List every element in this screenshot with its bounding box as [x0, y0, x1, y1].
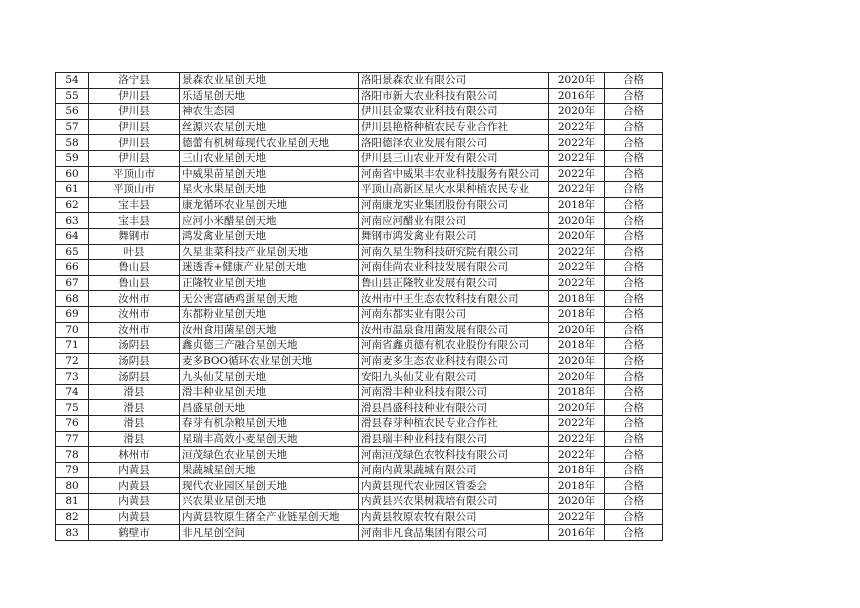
cell-county: 伊川县 — [89, 119, 180, 135]
cell-county: 鹤壁市 — [89, 525, 180, 541]
cell-row-number: 76 — [56, 416, 89, 432]
cell-row-number: 82 — [56, 509, 89, 525]
cell-county: 宝丰县 — [89, 197, 180, 213]
cell-assessment: 合格 — [605, 338, 663, 354]
cell-row-number: 67 — [56, 275, 89, 291]
cell-operator: 汝州市温泉食用菌发展有限公司 — [359, 322, 549, 338]
cell-assessment: 合格 — [605, 150, 663, 166]
cell-year: 2022年 — [549, 416, 605, 432]
cell-base-name: 无公害富硒鸡蛋星创天地 — [180, 291, 359, 307]
cell-county: 汤阴县 — [89, 338, 180, 354]
cell-county: 内黄县 — [89, 462, 180, 478]
cell-year: 2022年 — [549, 275, 605, 291]
cell-row-number: 80 — [56, 478, 89, 494]
cell-base-name: 昌盛星创天地 — [180, 400, 359, 416]
cell-operator: 滑县春芽种植农民专业合作社 — [359, 416, 549, 432]
cell-assessment: 合格 — [605, 166, 663, 182]
cell-year: 2016年 — [549, 88, 605, 104]
cell-county: 伊川县 — [89, 88, 180, 104]
cell-base-name: 景森农业星创天地 — [180, 73, 359, 89]
cell-base-name: 鑫贞德三产融合星创天地 — [180, 338, 359, 354]
cell-row-number: 68 — [56, 291, 89, 307]
cell-base-name: 汝州食用菌星创天地 — [180, 322, 359, 338]
cell-base-name: 德蕾有机树莓现代农业星创天地 — [180, 135, 359, 151]
cell-operator: 平顶山高新区星火水果种植农民专业 — [359, 182, 549, 198]
cell-assessment: 合格 — [605, 228, 663, 244]
table-row — [56, 447, 663, 463]
cell-operator: 河南省鑫贞德有机农业股份有限公司 — [359, 338, 549, 354]
table-row — [56, 213, 663, 229]
cell-county: 林州市 — [89, 447, 180, 463]
cell-operator: 洛阳德泽农业发展有限公司 — [359, 135, 549, 151]
cell-operator: 伊川县金粟农业科技有限公司 — [359, 104, 549, 120]
cell-operator: 鲁山县正隆牧业发展有限公司 — [359, 275, 549, 291]
cell-year: 2022年 — [549, 150, 605, 166]
cell-base-name: 迷透香+健康产业星创天地 — [180, 260, 359, 276]
cell-row-number: 69 — [56, 306, 89, 322]
cell-base-name: 东都粉业星创天地 — [180, 306, 359, 322]
cell-county: 内黄县 — [89, 478, 180, 494]
table-row — [56, 197, 663, 213]
table-row — [56, 478, 663, 494]
cell-row-number: 77 — [56, 431, 89, 447]
cell-base-name: 三山农业星创天地 — [180, 150, 359, 166]
cell-operator: 河南麦多生态农业科技有限公司 — [359, 353, 549, 369]
cell-assessment: 合格 — [605, 462, 663, 478]
table-row — [56, 431, 663, 447]
cell-operator: 河南非凡食品集团有限公司 — [359, 525, 549, 541]
cell-row-number: 78 — [56, 447, 89, 463]
table-row — [56, 228, 663, 244]
cell-year: 2022年 — [549, 431, 605, 447]
cell-assessment: 合格 — [605, 369, 663, 385]
cell-assessment: 合格 — [605, 182, 663, 198]
cell-row-number: 71 — [56, 338, 89, 354]
cell-year: 2022年 — [549, 166, 605, 182]
table-row — [56, 494, 663, 510]
table-row — [56, 384, 663, 400]
cell-assessment: 合格 — [605, 73, 663, 89]
cell-county: 滑县 — [89, 384, 180, 400]
cell-year: 2022年 — [549, 135, 605, 151]
cell-county: 内黄县 — [89, 509, 180, 525]
cell-county: 滑县 — [89, 431, 180, 447]
cell-operator: 河南佳尚农业科技发展有限公司 — [359, 260, 549, 276]
cell-row-number: 83 — [56, 525, 89, 541]
table-row — [56, 135, 663, 151]
cell-year: 2020年 — [549, 104, 605, 120]
cell-base-name: 现代农业园区星创天地 — [180, 478, 359, 494]
cell-base-name: 康龙循环农业星创天地 — [180, 197, 359, 213]
cell-county: 舞钢市 — [89, 228, 180, 244]
table-row — [56, 369, 663, 385]
cell-year: 2020年 — [549, 73, 605, 89]
cell-row-number: 59 — [56, 150, 89, 166]
cell-base-name: 果蔬城星创天地 — [180, 462, 359, 478]
table-row — [56, 275, 663, 291]
cell-base-name: 中威果苗星创天地 — [180, 166, 359, 182]
cell-base-name: 久星韭菜科技产业星创天地 — [180, 244, 359, 260]
cell-county: 汝州市 — [89, 291, 180, 307]
table-row — [56, 338, 663, 354]
cell-row-number: 81 — [56, 494, 89, 510]
cell-year: 2022年 — [549, 244, 605, 260]
cell-row-number: 72 — [56, 353, 89, 369]
cell-year: 2022年 — [549, 447, 605, 463]
cell-operator: 河南省中威果丰农业科技服务有限公司 — [359, 166, 549, 182]
cell-year: 2020年 — [549, 213, 605, 229]
cell-county: 宝丰县 — [89, 213, 180, 229]
table-row — [56, 119, 663, 135]
cell-county: 汝州市 — [89, 306, 180, 322]
registry-table — [55, 72, 663, 541]
cell-assessment: 合格 — [605, 135, 663, 151]
cell-operator: 安阳九头仙艾业有限公司 — [359, 369, 549, 385]
cell-year: 2022年 — [549, 260, 605, 276]
cell-row-number: 61 — [56, 182, 89, 198]
cell-assessment: 合格 — [605, 509, 663, 525]
cell-base-name: 洹茂绿色农业星创天地 — [180, 447, 359, 463]
document-table — [55, 72, 663, 541]
table-row — [56, 182, 663, 198]
cell-year: 2018年 — [549, 462, 605, 478]
cell-base-name: 麦多BOO循环农业星创天地 — [180, 353, 359, 369]
cell-row-number: 65 — [56, 244, 89, 260]
cell-county: 内黄县 — [89, 494, 180, 510]
cell-base-name: 星瑞丰高效小麦星创天地 — [180, 431, 359, 447]
cell-base-name: 应河小米醋星创天地 — [180, 213, 359, 229]
cell-county: 叶县 — [89, 244, 180, 260]
table-row — [56, 462, 663, 478]
cell-operator: 河南应河醋业有限公司 — [359, 213, 549, 229]
cell-base-name: 正隆牧业星创天地 — [180, 275, 359, 291]
cell-operator: 河南滑丰种业科技有限公司 — [359, 384, 549, 400]
cell-operator: 伊川县艳格种植农民专业合作社 — [359, 119, 549, 135]
cell-operator: 滑县瑞丰种业科技有限公司 — [359, 431, 549, 447]
cell-operator: 内黄县现代农业园区管委会 — [359, 478, 549, 494]
cell-row-number: 54 — [56, 73, 89, 89]
cell-county: 滑县 — [89, 416, 180, 432]
table-row — [56, 291, 663, 307]
table-row — [56, 416, 663, 432]
cell-assessment: 合格 — [605, 213, 663, 229]
cell-row-number: 79 — [56, 462, 89, 478]
cell-year: 2022年 — [549, 509, 605, 525]
cell-base-name: 春芽有机杂粮星创天地 — [180, 416, 359, 432]
cell-county: 汤阴县 — [89, 353, 180, 369]
cell-operator: 舞钢市鸿发禽业有限公司 — [359, 228, 549, 244]
cell-operator: 伊川县三山农业开发有限公司 — [359, 150, 549, 166]
cell-year: 2018年 — [549, 384, 605, 400]
cell-year: 2018年 — [549, 197, 605, 213]
cell-county: 汝州市 — [89, 322, 180, 338]
cell-base-name: 内黄县牧原生猪全产业链星创天地 — [180, 509, 359, 525]
cell-assessment: 合格 — [605, 244, 663, 260]
table-row — [56, 150, 663, 166]
cell-assessment: 合格 — [605, 260, 663, 276]
cell-row-number: 57 — [56, 119, 89, 135]
table-row — [56, 73, 663, 89]
cell-row-number: 73 — [56, 369, 89, 385]
table-row — [56, 260, 663, 276]
cell-assessment: 合格 — [605, 431, 663, 447]
cell-county: 伊川县 — [89, 150, 180, 166]
cell-base-name: 九头仙艾星创天地 — [180, 369, 359, 385]
cell-assessment: 合格 — [605, 478, 663, 494]
cell-row-number: 70 — [56, 322, 89, 338]
cell-row-number: 55 — [56, 88, 89, 104]
table-row — [56, 166, 663, 182]
cell-operator: 河南东都实业有限公司 — [359, 306, 549, 322]
cell-operator: 河南洹茂绿色农牧科技有限公司 — [359, 447, 549, 463]
cell-year: 2018年 — [549, 338, 605, 354]
cell-operator: 滑县昌盛科技种业有限公司 — [359, 400, 549, 416]
cell-assessment: 合格 — [605, 88, 663, 104]
cell-base-name: 神农生态园 — [180, 104, 359, 120]
cell-row-number: 75 — [56, 400, 89, 416]
cell-year: 2020年 — [549, 228, 605, 244]
cell-assessment: 合格 — [605, 275, 663, 291]
cell-base-name: 鸿发禽业星创天地 — [180, 228, 359, 244]
cell-assessment: 合格 — [605, 400, 663, 416]
cell-row-number: 63 — [56, 213, 89, 229]
cell-year: 2018年 — [549, 291, 605, 307]
cell-row-number: 64 — [56, 228, 89, 244]
cell-year: 2016年 — [549, 525, 605, 541]
cell-assessment: 合格 — [605, 197, 663, 213]
cell-base-name: 乐适星创天地 — [180, 88, 359, 104]
cell-base-name: 滑丰种业星创天地 — [180, 384, 359, 400]
cell-base-name: 丝源兴农星创天地 — [180, 119, 359, 135]
cell-base-name: 非凡星创空间 — [180, 525, 359, 541]
cell-county: 鲁山县 — [89, 260, 180, 276]
cell-assessment: 合格 — [605, 104, 663, 120]
table-row — [56, 88, 663, 104]
cell-row-number: 60 — [56, 166, 89, 182]
cell-county: 洛宁县 — [89, 73, 180, 89]
cell-row-number: 56 — [56, 104, 89, 120]
cell-county: 伊川县 — [89, 135, 180, 151]
cell-year: 2018年 — [549, 478, 605, 494]
cell-row-number: 58 — [56, 135, 89, 151]
cell-year: 2020年 — [549, 369, 605, 385]
cell-operator: 洛阳市新大农业科技有限公司 — [359, 88, 549, 104]
table-row — [56, 525, 663, 541]
cell-assessment: 合格 — [605, 494, 663, 510]
table-row — [56, 104, 663, 120]
cell-county: 伊川县 — [89, 104, 180, 120]
cell-operator: 内黄县牧原农牧有限公司 — [359, 509, 549, 525]
table-body — [56, 73, 663, 541]
cell-row-number: 62 — [56, 197, 89, 213]
cell-year: 2022年 — [549, 182, 605, 198]
cell-year: 2020年 — [549, 494, 605, 510]
cell-assessment: 合格 — [605, 322, 663, 338]
cell-assessment: 合格 — [605, 525, 663, 541]
cell-county: 汤阴县 — [89, 369, 180, 385]
cell-row-number: 66 — [56, 260, 89, 276]
cell-operator: 河南久星生物科技研究院有限公司 — [359, 244, 549, 260]
cell-assessment: 合格 — [605, 384, 663, 400]
cell-base-name: 星火水果星创天地 — [180, 182, 359, 198]
cell-operator: 汝州市中王生态农牧科技有限公司 — [359, 291, 549, 307]
cell-county: 滑县 — [89, 400, 180, 416]
cell-assessment: 合格 — [605, 291, 663, 307]
cell-operator: 河南内黄果蔬城有限公司 — [359, 462, 549, 478]
cell-operator: 内黄县兴农果树栽培有限公司 — [359, 494, 549, 510]
cell-year: 2020年 — [549, 400, 605, 416]
cell-county: 鲁山县 — [89, 275, 180, 291]
table-row — [56, 306, 663, 322]
table-row — [56, 244, 663, 260]
cell-base-name: 兴农果业星创天地 — [180, 494, 359, 510]
table-row — [56, 322, 663, 338]
cell-county: 平顶山市 — [89, 166, 180, 182]
cell-year: 2018年 — [549, 306, 605, 322]
cell-year: 2020年 — [549, 322, 605, 338]
table-row — [56, 353, 663, 369]
cell-assessment: 合格 — [605, 353, 663, 369]
cell-assessment: 合格 — [605, 119, 663, 135]
table-row — [56, 400, 663, 416]
cell-county: 平顶山市 — [89, 182, 180, 198]
cell-row-number: 74 — [56, 384, 89, 400]
cell-assessment: 合格 — [605, 306, 663, 322]
cell-assessment: 合格 — [605, 416, 663, 432]
cell-assessment: 合格 — [605, 447, 663, 463]
cell-year: 2022年 — [549, 119, 605, 135]
table-row — [56, 509, 663, 525]
cell-operator: 河南康龙实业集团股份有限公司 — [359, 197, 549, 213]
cell-operator: 洛阳景森农业有限公司 — [359, 73, 549, 89]
cell-year: 2020年 — [549, 353, 605, 369]
